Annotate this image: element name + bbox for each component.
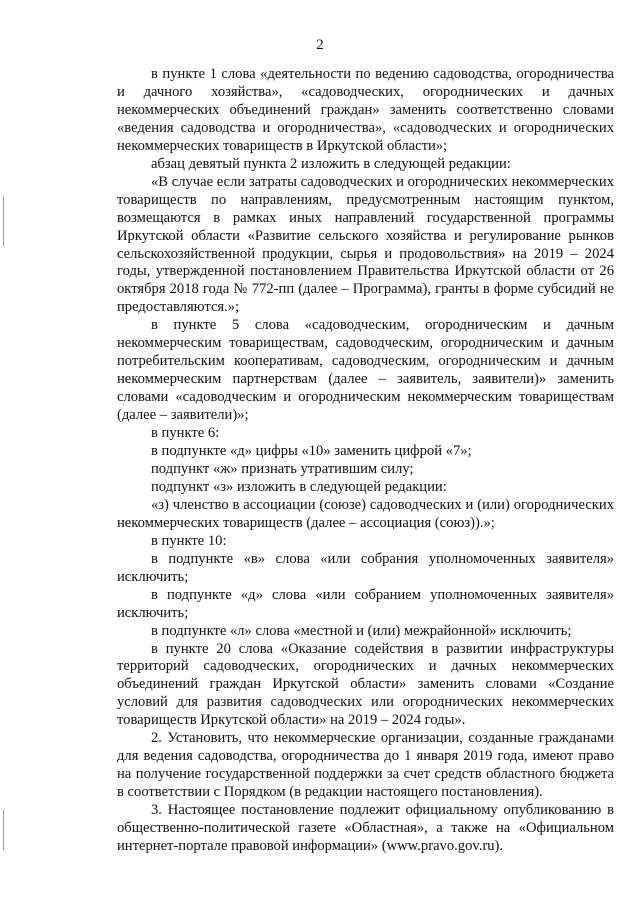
paragraph-subclause-z-intro: подпункт «з» изложить в следующей редакции:: [151, 478, 447, 495]
paragraph-clause-10-intro: в пункте 10:: [151, 532, 227, 549]
scan-edge-mark: [3, 810, 4, 850]
paragraph-subclause-z-text: «з) членство в ассоциации (союзе) садоводческих и (или) огороднических некоммерческих товариществ (далее – ассоциация (союз)).»;: [117, 496, 614, 531]
paragraph-clause-1-words: в пункте 1 слова «деятельности по ведению садоводства, огородничества и дачного хозяйства», «садоводческих, огороднических и дачных некоммерческих объединений граждан» заменить соответственно словами «ведения садоводства и огородничества», «садоводческих и огороднических некоммерческих товариществ в Иркутской области»;: [117, 66, 614, 154]
paragraph-item-3: 3. Настоящее постановление подлежит официальному опубликованию в общественно-политической газете «Областная», а также на «Официальном интернет-портале правовой информации» (www.pravo.gov.ru).: [117, 802, 614, 854]
paragraph-clause-2-intro: абзац девятый пункта 2 изложить в следующей редакции:: [151, 155, 511, 172]
paragraph-clause-20: в пункте 20 слова «Оказание содействия в развитии инфраструктуры территорий садоводческих, огороднических и дачных некоммерческих объединений граждан Иркутской области» заменить словами «Создание условий для развития садоводческих или огороднических некоммерческих товариществ Иркутской области» на 2019 – 2024 годы».: [117, 640, 614, 729]
page-number: 2: [316, 37, 324, 53]
paragraph-subclause-d: в подпункте «д» цифры «10» заменить цифрой «7»;: [151, 443, 472, 460]
paragraph-subclause-l: в подпункте «л» слова «местной и (или) межрайонной» исключить;: [151, 622, 572, 639]
paragraph-subclause-v: в подпункте «в» слова «или собрания уполномоченных заявителя» исключить;: [117, 550, 614, 585]
paragraph-clause-2-text: «В случае если затраты садоводческих и огороднических некоммерческих товариществ по направлениям, предусмотренным настоящим пунктом, возмещаются в рамках иных направлений государственной программы Иркутской области «Развитие сельского хозяйства и регулирование рынков сельскохозяйственной продукции, сырья и продовольствия» на 2019 – 2024 годы, утвержденной постановлением Правительства Иркутской области от 26 октября 2018 года № 772-пп (далее – Программа), гранты в форме субсидий не предоставляются.»;: [117, 173, 614, 316]
scan-edge-mark: [3, 196, 4, 246]
paragraph-clause-6-intro: в пункте 6:: [151, 425, 220, 442]
paragraph-clause-5-words: в пункте 5 слова «садоводческим, огородническим и дачным некоммерческим товариществам, садоводческим, огородническим и дачным потребительским кооперативам, садоводческим, огородническим и дачным некоммерческим партнерствам (далее – заявитель, заявители)» заменить словами «садоводческим и огородническим некоммерческим товариществам (далее – заявители)»;: [117, 317, 614, 424]
paragraph-subclause-zh: подпункт «ж» признать утратившим силу;: [151, 460, 414, 477]
paragraph-subclause-d-2: в подпункте «д» слова «или собранием уполномоченных заявителя» исключить;: [117, 586, 614, 621]
document-body: [117, 66, 614, 856]
paragraph-item-2: 2. Установить, что некоммерческие организации, созданные гражданами для ведения садоводства, огородничества до 1 января 2019 года, имеют право на получение государственной поддержки за счет средств областного бюджета в соответствии с Порядком (в редакции настоящего постановления).: [117, 730, 614, 801]
